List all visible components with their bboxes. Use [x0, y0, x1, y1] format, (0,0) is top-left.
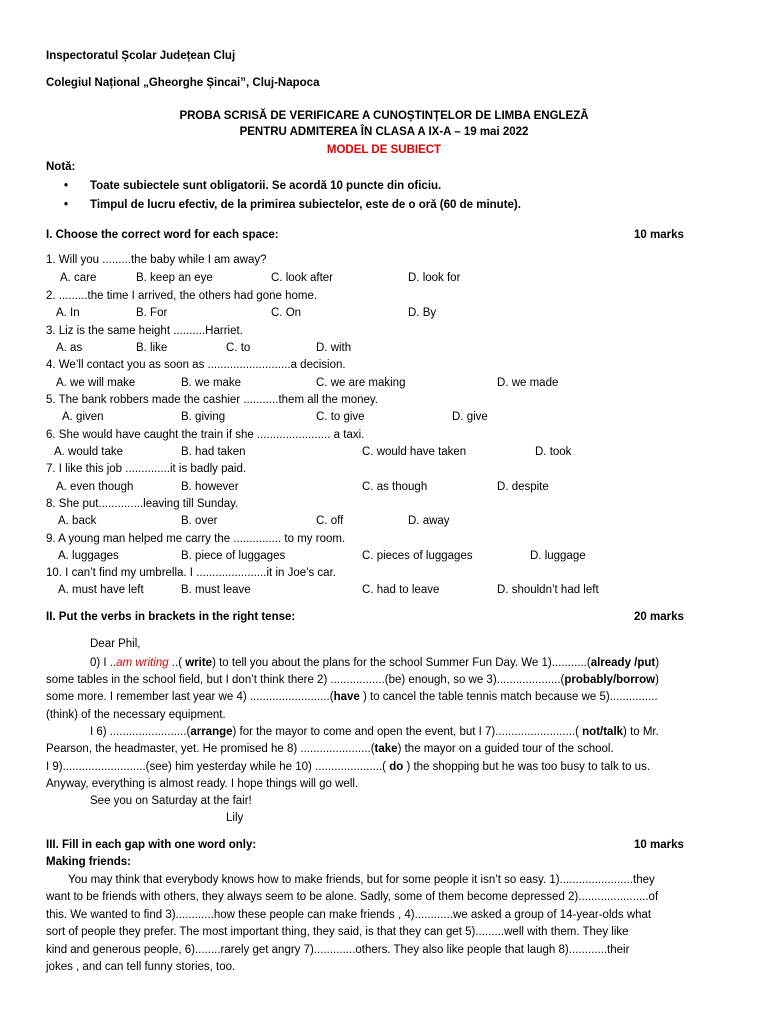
q3-option-b: B. like — [136, 342, 168, 354]
q6-option-c: C. would have taken — [362, 446, 467, 458]
q5-option-c: C. to give — [316, 411, 365, 423]
letter-line-3: some more. I remember last year we 4) .........................(have ) to cancel the table tennis match because we 5)............... — [46, 691, 658, 703]
model-label: MODEL DE SUBIECT — [326, 144, 442, 156]
text-line-6: jokes , and can tell funny stories, too. — [46, 961, 236, 973]
note-bullet-1: Toate subiectele sunt obligatorii. Se acordă 10 puncte din oficiu. — [90, 180, 442, 192]
exam-title-line2: PENTRU ADMITEREA ÎN CLASA A IX-A – 19 mai 2022 — [239, 126, 529, 138]
q9-option-c: C. pieces of luggages — [362, 550, 473, 562]
letter-line-6: Pearson, the headmaster, yet. He promised he 8) ......................(take) the mayor on a guided tour of the school. — [46, 743, 614, 755]
question-9: 9. A young man helped me carry the ............... to my room. — [46, 533, 346, 545]
question-6: 6. She would have caught the train if she ....................... a taxi. — [46, 429, 365, 441]
q3-option-c: C. to — [226, 342, 251, 354]
inspectorat-name: Inspectoratul Școlar Județean Cluj — [46, 50, 236, 62]
q10-option-d: D. shouldn’t had left — [497, 584, 599, 596]
q8-option-c: C. off — [316, 515, 344, 527]
q2-option-a: A. In — [56, 307, 80, 319]
letter-signature: Lily — [226, 812, 244, 824]
question-1: 1. Will you .........the baby while I am away? — [46, 254, 267, 266]
letter-line-8: Anyway, everything is almost ready. I hope things will go well. — [46, 778, 359, 790]
q9-option-d: D. luggage — [530, 550, 586, 562]
q4-option-c: C. we are making — [316, 377, 406, 389]
q4-option-a: A. we will make — [56, 377, 136, 389]
q1-option-c: C. look after — [271, 272, 333, 284]
college-name: Colegiul Național „Gheorghe Șincai”, Cluj-Napoca — [46, 77, 320, 89]
q9-option-a: A. luggages — [58, 550, 119, 562]
text-line-3: this. We wanted to find 3)............how these people can make friends , 4)............we asked a group of 14-year-olds what — [46, 909, 652, 921]
bullet-icon: • — [64, 180, 69, 192]
example-answer: am writing — [116, 657, 169, 669]
q10-option-a: A. must have left — [58, 584, 144, 596]
letter-line-9: See you on Saturday at the fair! — [90, 795, 252, 807]
section3-heading: III. Fill in each gap with one word only: — [46, 839, 257, 851]
q4-option-b: B. we make — [181, 377, 242, 389]
q3-option-d: D. with — [316, 342, 352, 354]
q6-option-a: A. would take — [54, 446, 124, 458]
text-line-1: You may think that everybody knows how to make friends, but for some people it isn’t so easy. 1).......................they — [68, 874, 655, 886]
section1-marks: 10 marks — [634, 229, 684, 241]
question-8: 8. She put..............leaving till Sunday. — [46, 498, 239, 510]
letter-line-2: some tables in the school field, but I don’t think there 2) .................(be) enough, so we 3)....................(probably/borrow) — [46, 674, 659, 686]
note-bullet-2: Timpul de lucru efectiv, de la primirea subiectelor, este de o oră (60 de minute). — [90, 199, 521, 211]
q10-option-b: B. must leave — [181, 584, 251, 596]
q10-option-c: C. had to leave — [362, 584, 440, 596]
q5-option-d: D. give — [452, 411, 488, 423]
q8-option-a: A. back — [58, 515, 97, 527]
q7-option-b: B. however — [181, 481, 239, 493]
q6-option-b: B. had taken — [181, 446, 246, 458]
q1-option-d: D. look for — [408, 272, 461, 284]
text-line-2: want to be friends with others, they always seem to be alone. Sadly, some of them become depressed 2)......................of — [46, 891, 659, 903]
letter-line-7: I 9)..........................(see) him yesterday while he 10) .....................( do ) the shopping but he was too busy to talk to us. — [46, 761, 651, 773]
letter-greeting: Dear Phil, — [90, 638, 141, 650]
question-2: 2. .........the time I arrived, the others had gone home. — [46, 290, 318, 302]
exam-title-line1: PROBA SCRISĂ DE VERIFICARE A CUNOȘTINȚELOR DE LIMBA ENGLEZĂ — [179, 110, 589, 122]
letter-line-4: (think) of the necessary equipment. — [46, 709, 226, 721]
q2-option-c: C. On — [271, 307, 302, 319]
q7-option-a: A. even though — [56, 481, 134, 493]
q8-option-d: D. away — [408, 515, 450, 527]
question-3: 3. Liz is the same height ..........Harriet. — [46, 325, 243, 337]
q3-option-a: A. as — [56, 342, 83, 354]
question-7: 7. I like this job ..............it is badly paid. — [46, 463, 247, 475]
q7-option-c: C. as though — [362, 481, 428, 493]
section2-marks: 20 marks — [634, 611, 684, 623]
question-5: 5. The bank robbers made the cashier ...........them all the money. — [46, 394, 378, 406]
section3-subtitle: Making friends: — [46, 856, 131, 868]
question-10: 10. I can’t find my umbrella. I ......................it in Joe’s car. — [46, 567, 336, 579]
section2-heading: II. Put the verbs in brackets in the right tense: — [46, 611, 296, 623]
letter-line-1: 0) I ..am writing ..( write) to tell you about the plans for the school Summer Fun Day. We 1)...........(already /put) — [90, 657, 660, 669]
q1-option-b: B. keep an eye — [136, 272, 213, 284]
text-line-5: kind and generous people, 6)........rarely get angry 7).............others. They also like people that laugh 8)............their — [46, 944, 630, 956]
q5-option-b: B. giving — [181, 411, 226, 423]
q2-option-b: B. For — [136, 307, 168, 319]
q5-option-a: A. given — [62, 411, 104, 423]
text-line-4: sort of people they prefer. The most important thing, they said, is that they can get 5).........well with them. They like — [46, 926, 629, 938]
question-4: 4. We’ll contact you as soon as ..........................a decision. — [46, 359, 346, 371]
bullet-icon: • — [64, 199, 69, 211]
section1-heading: I. Choose the correct word for each space: — [46, 229, 279, 241]
q8-option-b: B. over — [181, 515, 218, 527]
q9-option-b: B. piece of luggages — [181, 550, 286, 562]
section3-marks: 10 marks — [634, 839, 684, 851]
q1-option-a: A. care — [60, 272, 97, 284]
q2-option-d: D. By — [408, 307, 437, 319]
letter-line-5: I 6) ........................(arrange) for the mayor to come and open the event, but I 7).........................( not/talk) to Mr. — [90, 726, 659, 738]
q6-option-d: D. took — [535, 446, 572, 458]
q7-option-d: D. despite — [497, 481, 549, 493]
q4-option-d: D. we made — [497, 377, 559, 389]
note-label: Notă: — [46, 161, 76, 173]
